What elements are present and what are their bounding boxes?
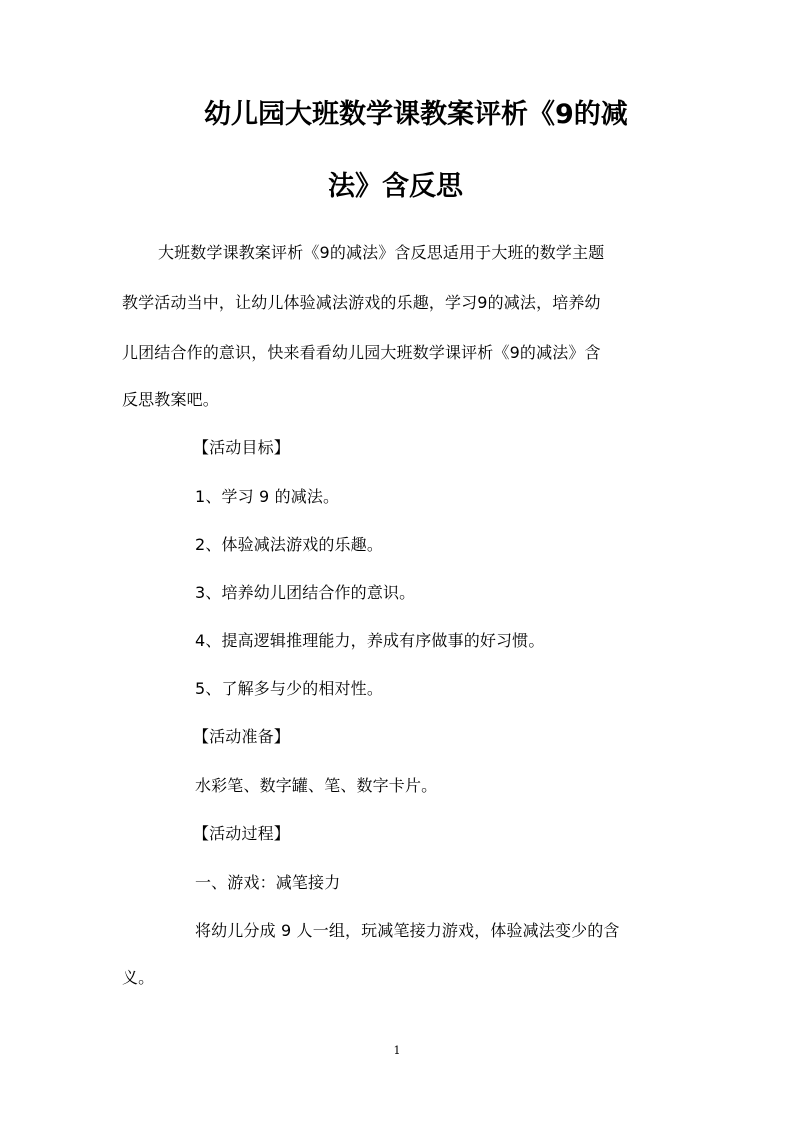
process-step-heading: 一、游戏：减笔接力 — [195, 873, 341, 892]
intro-line-1: 大班数学课教案评析《9的减法》含反思适用于大班的数学主题 — [158, 243, 605, 262]
goal-item-3: 3、培养幼儿团结合作的意识。 — [195, 583, 416, 602]
intro-line-2: 教学活动当中，让幼儿体验减法游戏的乐趣，学习9的减法，培养幼 — [122, 293, 601, 312]
intro-line-4: 反思教案吧。 — [122, 390, 219, 409]
goal-item-1: 1、学习 9 的减法。 — [195, 487, 340, 506]
goal-item-4: 4、提高逻辑推理能力，养成有序做事的好习惯。 — [195, 631, 545, 650]
goal-item-2: 2、体验减法游戏的乐趣。 — [195, 535, 383, 554]
intro-line-3: 儿团结合作的意识，快来看看幼儿园大班数学课评析《9的减法》含 — [122, 343, 601, 362]
section-heading-goals: 【活动目标】 — [193, 438, 290, 457]
prep-text: 水彩笔、数字罐、笔、数字卡片。 — [195, 776, 438, 795]
section-heading-process: 【活动过程】 — [193, 824, 290, 843]
page-number: 1 — [393, 1044, 401, 1057]
process-text-line-2: 义。 — [122, 968, 155, 987]
section-heading-prep: 【活动准备】 — [193, 727, 290, 746]
document-title-line-1: 幼儿园大班数学课教案评析《9的减 — [204, 99, 628, 130]
document-title-line-2: 法》含反思 — [328, 171, 463, 202]
process-text-line-1: 将幼儿分成 9 人一组，玩减笔接力游戏，体验减法变少的含 — [195, 921, 620, 940]
goal-item-5: 5、了解多与少的相对性。 — [195, 679, 383, 698]
